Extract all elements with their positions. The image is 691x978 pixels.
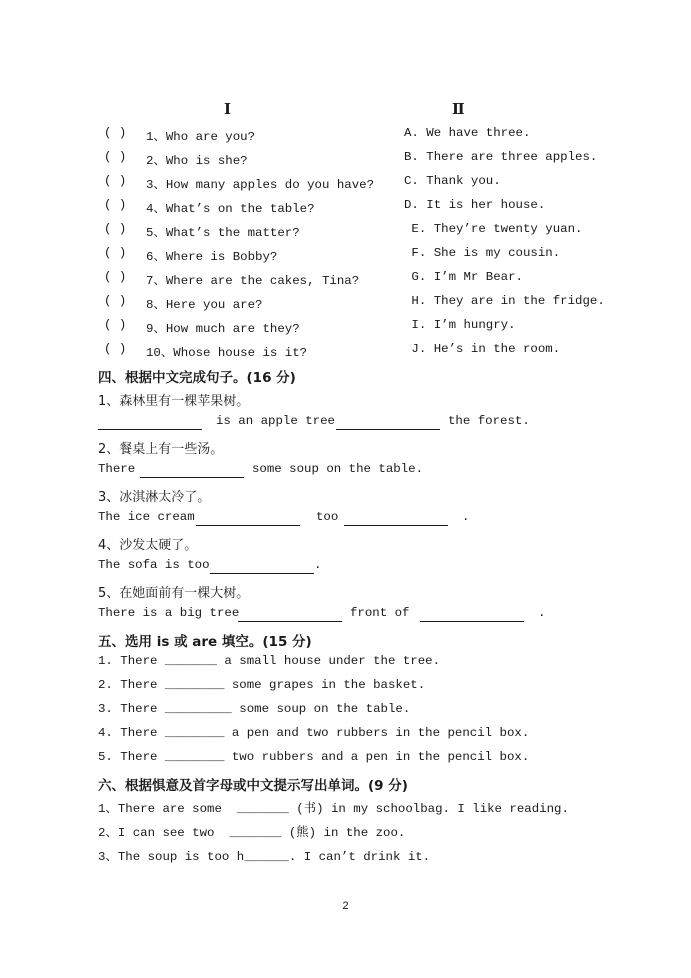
- matching-row: [98, 294, 618, 314]
- word-item: 2、I can see two _______ (熊) in the zoo.: [98, 826, 406, 840]
- question-text: 6、Where is Bobby?: [146, 250, 278, 264]
- sentence-fragment: too: [316, 510, 339, 524]
- answer-parentheses[interactable]: ( ): [104, 174, 127, 188]
- question-text: 5、What’s the matter?: [146, 226, 300, 240]
- answer-parentheses[interactable]: ( ): [104, 126, 127, 140]
- answer-parentheses[interactable]: ( ): [104, 222, 127, 236]
- matching-row: [98, 198, 618, 218]
- matching-row: [98, 126, 618, 146]
- question-text: 1、Who are you?: [146, 130, 256, 144]
- answer-blank[interactable]: [238, 621, 342, 622]
- answer-option: A. We have three.: [404, 126, 531, 140]
- question-text: 3、How many apples do you have?: [146, 178, 375, 192]
- sentence-fragment: the forest.: [448, 414, 530, 428]
- answer-blank[interactable]: [196, 525, 300, 526]
- sentence-line: [98, 558, 618, 578]
- sentence-fragment: some soup on the table.: [252, 462, 424, 476]
- answer-blank[interactable]: [210, 573, 314, 574]
- sentence-fragment: .: [538, 606, 546, 620]
- sentence-fragment: There is a big tree: [98, 606, 240, 620]
- fill-in-item: 1. There _______ a small house under the tree.: [98, 654, 441, 668]
- sentence-line: [98, 510, 618, 530]
- fill-in-item: 4. There ________ a pen and two rubbers in the pencil box.: [98, 726, 530, 740]
- fill-in-item: 2. There ________ some grapes in the basket.: [98, 678, 426, 692]
- answer-option: F. She is my cousin.: [404, 246, 561, 260]
- answer-blank[interactable]: [420, 621, 524, 622]
- matching-row: [98, 270, 618, 290]
- answer-parentheses[interactable]: ( ): [104, 198, 127, 212]
- matching-row: [98, 150, 618, 170]
- answer-blank[interactable]: [98, 429, 202, 430]
- answer-parentheses[interactable]: ( ): [104, 246, 127, 260]
- answer-option: J. He’s in the room.: [404, 342, 561, 356]
- section-6-heading: 六、根据惧意及首字母或中文提示写出单词。(9 分): [98, 778, 408, 794]
- answer-blank[interactable]: [140, 477, 244, 478]
- chinese-prompt: 3、冰淇淋太冷了。: [98, 490, 211, 505]
- sentence-line: [98, 414, 618, 434]
- chinese-prompt: 4、沙发太硬了。: [98, 538, 198, 553]
- question-text: 9、How much are they?: [146, 322, 300, 336]
- question-text: 7、Where are the cakes, Tina?: [146, 274, 360, 288]
- answer-blank[interactable]: [336, 429, 440, 430]
- sentence-fragment: The ice cream: [98, 510, 195, 524]
- sentence-line: [98, 462, 618, 482]
- fill-in-item: 5. There ________ two rubbers and a pen in the pencil box.: [98, 750, 530, 764]
- fill-in-item: 3. There _________ some soup on the table.: [98, 702, 411, 716]
- sentence-line: [98, 606, 618, 626]
- question-text: 2、Who is she?: [146, 154, 248, 168]
- sentence-fragment: The sofa is too: [98, 558, 210, 572]
- answer-parentheses[interactable]: ( ): [104, 150, 127, 164]
- matching-row: [98, 318, 618, 338]
- answer-option: I. I’m hungry.: [404, 318, 516, 332]
- word-item: 3、The soup is too h______. I can’t drink it.: [98, 850, 431, 864]
- answer-parentheses[interactable]: ( ): [104, 294, 127, 308]
- sentence-fragment: .: [462, 510, 470, 524]
- page-number: 2: [342, 900, 349, 912]
- matching-row: [98, 222, 618, 242]
- chinese-prompt: 2、餐桌上有一些汤。: [98, 442, 224, 457]
- column-header-2: Ⅱ: [452, 100, 465, 118]
- section-4-heading: 四、根据中文完成句子。(16 分): [98, 370, 296, 386]
- word-item: 1、There are some _______ (书) in my schoolbag. I like reading.: [98, 802, 569, 816]
- question-text: 4、What’s on the table?: [146, 202, 315, 216]
- answer-blank[interactable]: [344, 525, 448, 526]
- answer-option: G. I’m Mr Bear.: [404, 270, 523, 284]
- answer-option: C. Thank you.: [404, 174, 501, 188]
- answer-option: D. It is her house.: [404, 198, 546, 212]
- answer-parentheses[interactable]: ( ): [104, 318, 127, 332]
- sentence-fragment: .: [314, 558, 322, 572]
- matching-row: [98, 174, 618, 194]
- answer-option: B. There are three apples.: [404, 150, 598, 164]
- answer-option: E. They’re twenty yuan.: [404, 222, 583, 236]
- matching-row: [98, 342, 618, 362]
- matching-row: [98, 246, 618, 266]
- sentence-fragment: is an apple tree: [216, 414, 335, 428]
- answer-parentheses[interactable]: ( ): [104, 342, 127, 356]
- answer-option: H. They are in the fridge.: [404, 294, 605, 308]
- answer-parentheses[interactable]: ( ): [104, 270, 127, 284]
- question-text: 10、Whose house is it?: [146, 346, 308, 360]
- section-5-heading: 五、选用 is 或 are 填空。(15 分): [98, 634, 312, 650]
- chinese-prompt: 1、森林里有一棵苹果树。: [98, 394, 250, 409]
- column-header-1: Ⅰ: [224, 100, 232, 118]
- sentence-fragment: There: [98, 462, 136, 476]
- question-text: 8、Here you are?: [146, 298, 263, 312]
- sentence-fragment: front of: [350, 606, 410, 620]
- chinese-prompt: 5、在她面前有一棵大树。: [98, 586, 250, 601]
